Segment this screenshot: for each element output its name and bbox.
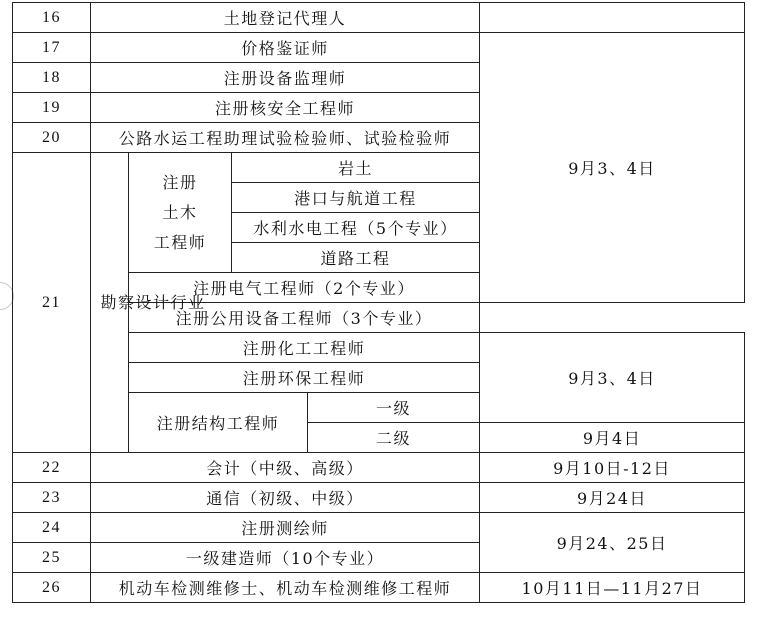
exam-date [480, 3, 745, 33]
row-number: 21 [13, 153, 91, 453]
exam-name: 注册环保工程师 [129, 363, 480, 393]
row-number: 18 [13, 63, 91, 93]
exam-date: 9月24日 [480, 483, 745, 513]
structural-grade: 一级 [308, 393, 480, 423]
exam-name: 机动车检测维修士、机动车检测维修工程师 [91, 573, 480, 603]
exam-name: 注册测绘师 [91, 513, 480, 543]
civil-specialty: 岩土 [232, 153, 480, 183]
exam-name: 通信（初级、中级） [91, 483, 480, 513]
exam-date: 9月24、25日 [480, 513, 745, 573]
industry-label-text: 勘察设计行业 [100, 292, 206, 312]
civil-engineer-label-line: 土木 [162, 202, 198, 222]
table-row [13, 33, 745, 63]
row-number: 20 [13, 123, 91, 153]
row-number: 19 [13, 93, 91, 123]
civil-engineer-label [129, 153, 232, 273]
civil-engineer-label-line: 注册 [162, 172, 198, 192]
exam-name: 公路水运工程助理试验检验师、试验检验师 [91, 123, 480, 153]
exam-date: 9月3、4日 [480, 33, 745, 303]
civil-engineer-label-line: 工程师 [153, 232, 207, 252]
exam-name: 一级建造师（10个专业） [91, 543, 480, 573]
exam-name: 注册电气工程师（2个专业） [129, 273, 480, 303]
exam-date: 10月11日—11月27日 [480, 573, 745, 603]
table-row [13, 3, 745, 33]
civil-specialty: 水利水电工程（5个专业） [232, 213, 480, 243]
row-number: 17 [13, 33, 91, 63]
exam-name: 土地登记代理人 [91, 3, 480, 33]
table-row [13, 483, 745, 513]
table-row [13, 513, 745, 543]
exam-name: 注册化工工程师 [129, 333, 480, 363]
exam-name: 价格鉴证师 [91, 33, 480, 63]
row-number: 24 [13, 513, 91, 543]
row-number: 16 [13, 3, 91, 33]
civil-specialty: 港口与航道工程 [232, 183, 480, 213]
row-number: 25 [13, 543, 91, 573]
exam-date: 9月3、4日 [480, 333, 745, 423]
table-row [13, 573, 745, 603]
exam-name: 注册核安全工程师 [91, 93, 480, 123]
table-row [13, 453, 745, 483]
row-number: 22 [13, 453, 91, 483]
row-number: 23 [13, 483, 91, 513]
structural-grade: 二级 [308, 423, 480, 453]
exam-name: 注册公用设备工程师（3个专业） [129, 303, 480, 333]
exam-name: 会计（中级、高级） [91, 453, 480, 483]
exam-date: 9月4日 [480, 423, 745, 453]
exam-name: 注册设备监理师 [91, 63, 480, 93]
exam-schedule-table [12, 2, 745, 603]
row-number: 26 [13, 573, 91, 603]
structural-engineer-label: 注册结构工程师 [129, 393, 308, 453]
civil-specialty: 道路工程 [232, 243, 480, 273]
exam-date: 9月10日-12日 [480, 453, 745, 483]
